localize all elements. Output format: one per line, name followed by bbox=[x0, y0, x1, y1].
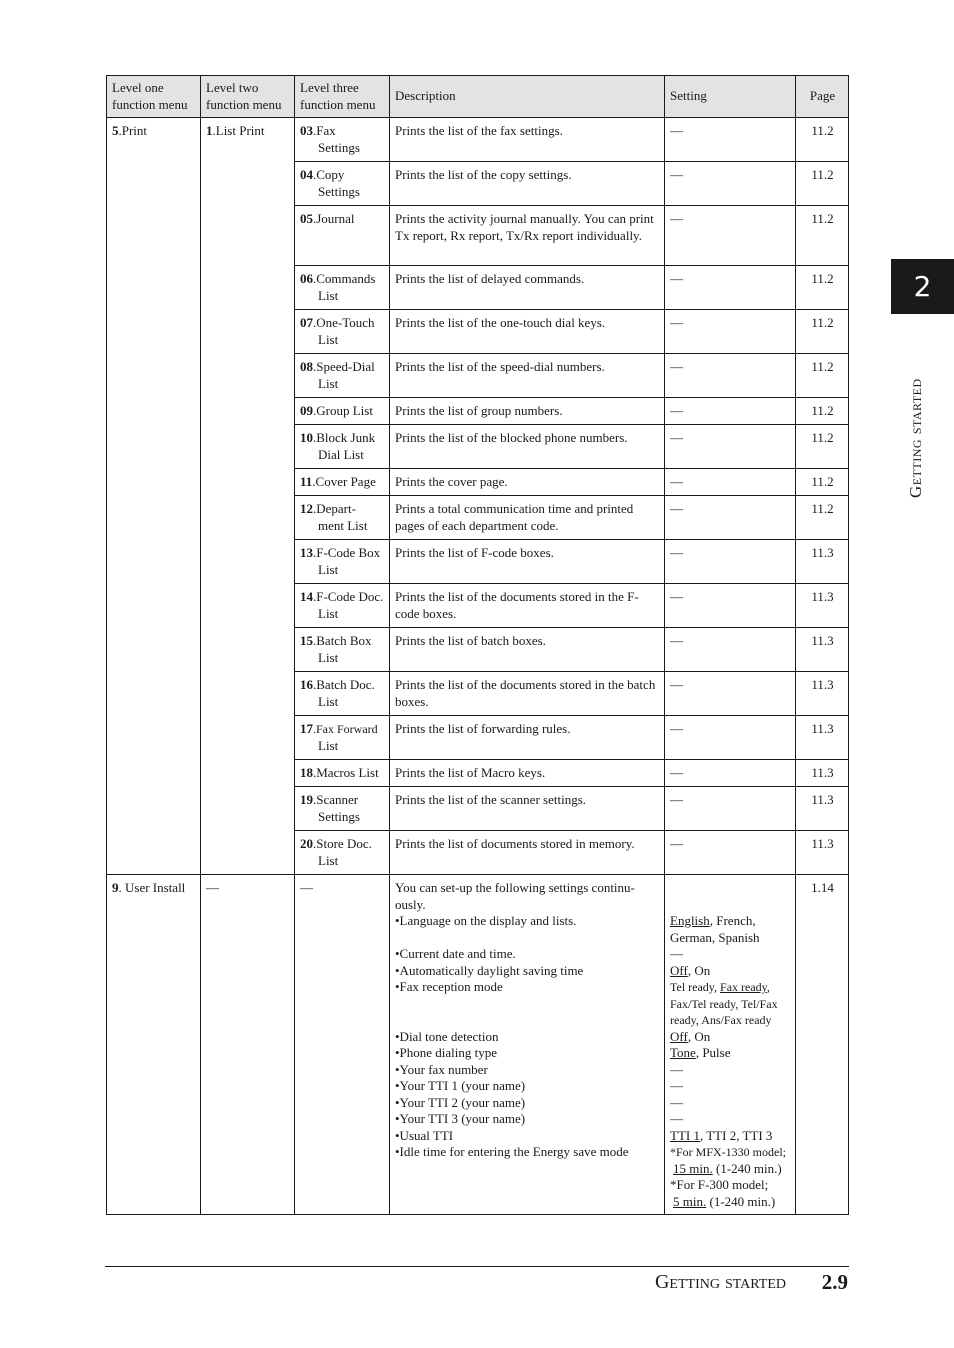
function-menu-table bbox=[106, 75, 849, 1215]
page-cell: 11.2 bbox=[796, 310, 849, 354]
description-cell: Prints the list of the blocked phone numbers. bbox=[390, 425, 665, 469]
user-install-description: You can set-up the following settings continu-ously. •Language on the display and lists. •Current date and time. •Automatically daylight saving time •Fax reception mode •Dial tone detection •Phone dialing type •Your fax number •Your TTI 1 (your name) •Your TTI 2 (your name) •Your TTI 3 (your name) •Usual TTI •Idle time for entering the Energy save mode bbox=[390, 875, 665, 1215]
footer-page-number: 2.9 bbox=[821, 1270, 848, 1294]
page-cell: 11.2 bbox=[796, 206, 849, 266]
description-cell: Prints the list of the one-touch dial keys. bbox=[390, 310, 665, 354]
description-cell: Prints the list of delayed commands. bbox=[390, 266, 665, 310]
setting-cell: — bbox=[665, 831, 796, 875]
description-cell: Prints the list of the documents stored in the F-code boxes. bbox=[390, 584, 665, 628]
setting-cell: — bbox=[665, 584, 796, 628]
footer-section-title: Getting started bbox=[654, 1271, 786, 1293]
page-cell: 11.2 bbox=[796, 118, 849, 162]
level-three-cell: 16.Batch Doc. List bbox=[295, 672, 390, 716]
level-two-cell: — bbox=[201, 875, 295, 1215]
user-install-row bbox=[107, 875, 849, 1215]
page-cell: 11.2 bbox=[796, 425, 849, 469]
chapter-tab: 2 bbox=[891, 259, 954, 314]
description-cell: Prints the list of documents stored in memory. bbox=[390, 831, 665, 875]
level-three-cell: 09.Group List bbox=[295, 398, 390, 425]
page-cell: 11.2 bbox=[796, 162, 849, 206]
description-cell: Prints the list of batch boxes. bbox=[390, 628, 665, 672]
user-install-settings: English, French, German, Spanish — Off, On Tel ready, Fax ready, Fax/Tel ready, Tel/Fax ready, Ans/Fax ready Off, On Tone, Pulse — — — — TTI 1, TTI 2, TTI 3 *For MFX-1330 model; 15 min. (1-240 min.) *For F-300 model; 5 min. (1-240 min.) bbox=[665, 875, 796, 1215]
description-cell: Prints the list of Macro keys. bbox=[390, 760, 665, 787]
setting-cell: — bbox=[665, 118, 796, 162]
level-one-label: .Print bbox=[118, 123, 148, 138]
level-three-cell: 03.Fax Settings bbox=[295, 118, 390, 162]
setting-cell: — bbox=[665, 628, 796, 672]
user-install-intro: You can set-up the following settings continu-ously. bbox=[395, 880, 635, 912]
page-cell: 11.2 bbox=[796, 266, 849, 310]
description-cell: Prints the list of forwarding rules. bbox=[390, 716, 665, 760]
description-cell: Prints the list of the speed-dial numbers. bbox=[390, 354, 665, 398]
level-three-cell: 10.Block Junk Dial List bbox=[295, 425, 390, 469]
setting-cell: — bbox=[665, 760, 796, 787]
setting-cell: — bbox=[665, 787, 796, 831]
level-one-print bbox=[107, 118, 201, 875]
level-three-cell: 15.Batch Box List bbox=[295, 628, 390, 672]
page-cell: 11.2 bbox=[796, 398, 849, 425]
setting-cell: — bbox=[665, 398, 796, 425]
page-cell: 11.3 bbox=[796, 584, 849, 628]
level-three-cell: 05.Journal bbox=[295, 206, 390, 266]
level-three-cell: — bbox=[295, 875, 390, 1215]
level-three-cell: 20.Store Doc. List bbox=[295, 831, 390, 875]
setting-cell: — bbox=[665, 206, 796, 266]
setting-cell: — bbox=[665, 354, 796, 398]
level-three-cell: 04.Copy Settings bbox=[295, 162, 390, 206]
page-cell: 11.2 bbox=[796, 354, 849, 398]
level-three-cell: 08.Speed-Dial List bbox=[295, 354, 390, 398]
description-cell: Prints the list of the copy settings. bbox=[390, 162, 665, 206]
header-level-two: Level two function menu bbox=[201, 76, 295, 118]
page-cell: 1.14 bbox=[796, 875, 849, 1215]
level-two-list-print bbox=[201, 118, 295, 875]
level-three-cell: 11.Cover Page bbox=[295, 469, 390, 496]
page-cell: 11.2 bbox=[796, 496, 849, 540]
description-cell: Prints the list of group numbers. bbox=[390, 398, 665, 425]
setting-cell: — bbox=[665, 266, 796, 310]
page-cell: 11.3 bbox=[796, 760, 849, 787]
setting-cell: — bbox=[665, 540, 796, 584]
level-three-cell: 19.Scanner Settings bbox=[295, 787, 390, 831]
setting-cell: — bbox=[665, 310, 796, 354]
level-three-cell: 18.Macros List bbox=[295, 760, 390, 787]
side-chapter-label: Getting started bbox=[906, 378, 925, 498]
description-cell: Prints the cover page. bbox=[390, 469, 665, 496]
level-three-cell: 12.Depart- ment List bbox=[295, 496, 390, 540]
description-cell: Prints the list of the documents stored in the batch boxes. bbox=[390, 672, 665, 716]
description-cell: Prints the list of the fax settings. bbox=[390, 118, 665, 162]
table-row bbox=[107, 118, 849, 162]
page-cell: 11.3 bbox=[796, 628, 849, 672]
description-cell: Prints a total communication time and printed pages of each department code. bbox=[390, 496, 665, 540]
description-cell: Prints the list of F-code boxes. bbox=[390, 540, 665, 584]
level-three-cell: 17.Fax Forward List bbox=[295, 716, 390, 760]
page-cell: 11.2 bbox=[796, 469, 849, 496]
setting-cell: — bbox=[665, 496, 796, 540]
page-cell: 11.3 bbox=[796, 787, 849, 831]
footer-divider bbox=[105, 1266, 849, 1267]
setting-cell: — bbox=[665, 162, 796, 206]
description-cell: Prints the activity journal manually. You can print Tx report, Rx report, Tx/Rx report individually. bbox=[390, 206, 665, 266]
level-two-label: .List Print bbox=[212, 123, 265, 138]
level-three-cell: 13.F-Code Box List bbox=[295, 540, 390, 584]
level-one-user-install: 9. User Install bbox=[107, 875, 201, 1215]
level-three-cell: 06.Commands List bbox=[295, 266, 390, 310]
setting-cell: — bbox=[665, 425, 796, 469]
page-cell: 11.3 bbox=[796, 540, 849, 584]
setting-cell: — bbox=[665, 716, 796, 760]
table-header-row bbox=[107, 76, 849, 118]
page-cell: 11.3 bbox=[796, 672, 849, 716]
level-two-number: 1 bbox=[206, 123, 213, 138]
description-cell: Prints the list of the scanner settings. bbox=[390, 787, 665, 831]
header-setting: Setting bbox=[665, 76, 796, 118]
header-description: Description bbox=[390, 76, 665, 118]
page-cell: 11.3 bbox=[796, 831, 849, 875]
level-three-cell: 14.F-Code Doc. List bbox=[295, 584, 390, 628]
header-level-three: Level three function menu bbox=[295, 76, 390, 118]
level-three-cell: 07.One-Touch List bbox=[295, 310, 390, 354]
header-page: Page bbox=[796, 76, 849, 118]
setting-cell: — bbox=[665, 672, 796, 716]
setting-cell: — bbox=[665, 469, 796, 496]
header-level-one: Level one function menu bbox=[107, 76, 201, 118]
level-one-number: 5 bbox=[112, 123, 119, 138]
page-cell: 11.3 bbox=[796, 716, 849, 760]
